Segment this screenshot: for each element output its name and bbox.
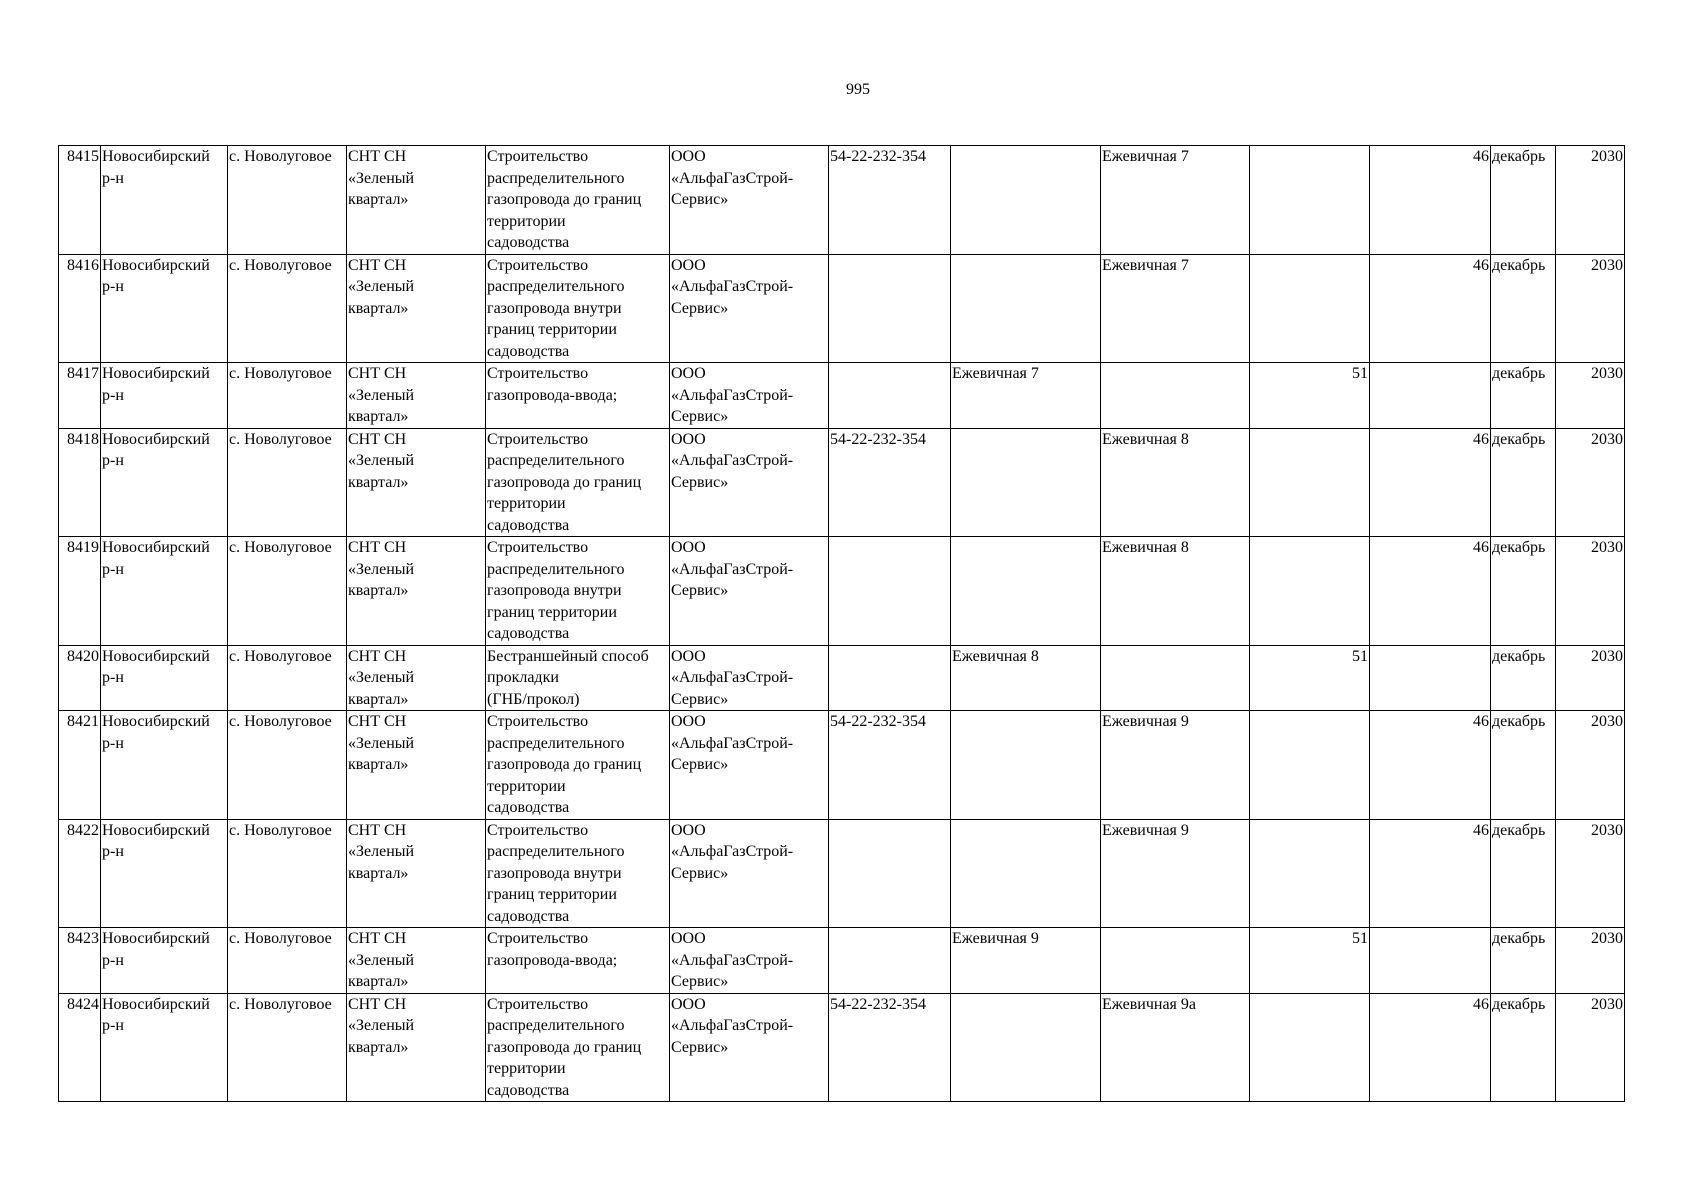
year-cell: 2030 (1556, 993, 1625, 1102)
partnership-cell: СНТ СН «Зеленый квартал» (347, 537, 486, 646)
work-description-cell: Строительство распределительного газопровода внутри границ территории садоводства (486, 254, 670, 363)
locality-cell: с. Новолуговое (228, 819, 347, 928)
partnership-cell: СНТ СН «Зеленый квартал» (347, 819, 486, 928)
length-network-cell: 46 (1370, 993, 1491, 1102)
month-cell: декабрь (1491, 537, 1556, 646)
table-row (59, 537, 1625, 646)
table-row (59, 928, 1625, 994)
district-cell: Новосибирский р-н (101, 711, 228, 820)
contractor-cell: ООО «АльфаГазСтрой- Сервис» (670, 928, 829, 994)
contractor-cell: ООО «АльфаГазСтрой- Сервис» (670, 993, 829, 1102)
contractor-cell: ООО «АльфаГазСтрой- Сервис» (670, 819, 829, 928)
work-description-cell: Строительство газопровода-ввода; (486, 363, 670, 429)
table-row (59, 428, 1625, 537)
length-network-cell: 46 (1370, 711, 1491, 820)
contractor-cell: ООО «АльфаГазСтрой- Сервис» (670, 711, 829, 820)
length-network-cell: 46 (1370, 537, 1491, 646)
cadastral-code-cell (829, 928, 951, 994)
partnership-cell: СНТ СН «Зеленый квартал» (347, 993, 486, 1102)
contractor-cell: ООО «АльфаГазСтрой- Сервис» (670, 428, 829, 537)
length-input-cell (1250, 254, 1370, 363)
address-network-cell: Ежевичная 9а (1101, 993, 1250, 1102)
registry-body (59, 146, 1625, 1102)
row-number-cell: 8418 (59, 428, 101, 537)
table-row (59, 993, 1625, 1102)
work-description-cell: Строительство распределительного газопровода внутри границ территории садоводства (486, 537, 670, 646)
address-input-cell (951, 711, 1101, 820)
district-cell: Новосибирский р-н (101, 645, 228, 711)
length-input-cell: 51 (1250, 645, 1370, 711)
work-description-cell: Строительство распределительного газопровода до границ территории садоводства (486, 993, 670, 1102)
year-cell: 2030 (1556, 146, 1625, 255)
cadastral-code-cell (829, 363, 951, 429)
work-description-cell: Строительство распределительного газопровода до границ территории садоводства (486, 146, 670, 255)
district-cell: Новосибирский р-н (101, 428, 228, 537)
length-network-cell (1370, 645, 1491, 711)
month-cell: декабрь (1491, 645, 1556, 711)
table-row (59, 254, 1625, 363)
row-number-cell: 8420 (59, 645, 101, 711)
row-number-cell: 8419 (59, 537, 101, 646)
address-input-cell (951, 254, 1101, 363)
cadastral-code-cell (829, 254, 951, 363)
month-cell: декабрь (1491, 146, 1556, 255)
work-description-cell: Строительство газопровода-ввода; (486, 928, 670, 994)
work-description-cell: Бестраншейный способ прокладки (ГНБ/прокол) (486, 645, 670, 711)
partnership-cell: СНТ СН «Зеленый квартал» (347, 711, 486, 820)
locality-cell: с. Новолуговое (228, 993, 347, 1102)
year-cell: 2030 (1556, 537, 1625, 646)
cadastral-code-cell: 54-22-232-354 (829, 428, 951, 537)
length-network-cell (1370, 928, 1491, 994)
address-input-cell (951, 428, 1101, 537)
locality-cell: с. Новолуговое (228, 146, 347, 255)
cadastral-code-cell (829, 819, 951, 928)
address-input-cell: Ежевичная 7 (951, 363, 1101, 429)
row-number-cell: 8423 (59, 928, 101, 994)
month-cell: декабрь (1491, 993, 1556, 1102)
contractor-cell: ООО «АльфаГазСтрой- Сервис» (670, 254, 829, 363)
district-cell: Новосибирский р-н (101, 254, 228, 363)
district-cell: Новосибирский р-н (101, 819, 228, 928)
partnership-cell: СНТ СН «Зеленый квартал» (347, 254, 486, 363)
length-input-cell (1250, 146, 1370, 255)
length-input-cell (1250, 428, 1370, 537)
address-network-cell: Ежевичная 7 (1101, 254, 1250, 363)
length-input-cell: 51 (1250, 363, 1370, 429)
district-cell: Новосибирский р-н (101, 537, 228, 646)
cadastral-code-cell (829, 645, 951, 711)
month-cell: декабрь (1491, 428, 1556, 537)
cadastral-code-cell: 54-22-232-354 (829, 993, 951, 1102)
partnership-cell: СНТ СН «Зеленый квартал» (347, 645, 486, 711)
work-description-cell: Строительство распределительного газопровода до границ территории садоводства (486, 428, 670, 537)
table-row (59, 146, 1625, 255)
address-input-cell (951, 819, 1101, 928)
length-network-cell (1370, 363, 1491, 429)
address-network-cell: Ежевичная 9 (1101, 819, 1250, 928)
address-input-cell (951, 537, 1101, 646)
locality-cell: с. Новолуговое (228, 928, 347, 994)
cadastral-code-cell: 54-22-232-354 (829, 711, 951, 820)
contractor-cell: ООО «АльфаГазСтрой- Сервис» (670, 645, 829, 711)
address-network-cell (1101, 363, 1250, 429)
length-network-cell: 46 (1370, 819, 1491, 928)
length-network-cell: 46 (1370, 146, 1491, 255)
work-description-cell: Строительство распределительного газопровода внутри границ территории садоводства (486, 819, 670, 928)
length-input-cell (1250, 819, 1370, 928)
month-cell: декабрь (1491, 819, 1556, 928)
locality-cell: с. Новолуговое (228, 645, 347, 711)
length-network-cell: 46 (1370, 254, 1491, 363)
address-input-cell (951, 993, 1101, 1102)
row-number-cell: 8421 (59, 711, 101, 820)
year-cell: 2030 (1556, 928, 1625, 994)
gas-pipeline-registry-table (58, 145, 1625, 1102)
table-row (59, 819, 1625, 928)
address-network-cell: Ежевичная 8 (1101, 537, 1250, 646)
table-row (59, 363, 1625, 429)
year-cell: 2030 (1556, 428, 1625, 537)
cadastral-code-cell (829, 537, 951, 646)
page-number: 995 (846, 81, 870, 98)
length-network-cell: 46 (1370, 428, 1491, 537)
length-input-cell (1250, 537, 1370, 646)
address-network-cell: Ежевичная 7 (1101, 146, 1250, 255)
district-cell: Новосибирский р-н (101, 993, 228, 1102)
year-cell: 2030 (1556, 819, 1625, 928)
address-network-cell (1101, 928, 1250, 994)
locality-cell: с. Новолуговое (228, 254, 347, 363)
address-input-cell: Ежевичная 9 (951, 928, 1101, 994)
row-number-cell: 8415 (59, 146, 101, 255)
contractor-cell: ООО «АльфаГазСтрой- Сервис» (670, 146, 829, 255)
address-input-cell (951, 146, 1101, 255)
year-cell: 2030 (1556, 254, 1625, 363)
district-cell: Новосибирский р-н (101, 928, 228, 994)
locality-cell: с. Новолуговое (228, 363, 347, 429)
locality-cell: с. Новолуговое (228, 537, 347, 646)
table-row (59, 645, 1625, 711)
length-input-cell: 51 (1250, 928, 1370, 994)
month-cell: декабрь (1491, 928, 1556, 994)
address-network-cell: Ежевичная 9 (1101, 711, 1250, 820)
work-description-cell: Строительство распределительного газопровода до границ территории садоводства (486, 711, 670, 820)
year-cell: 2030 (1556, 363, 1625, 429)
row-number-cell: 8424 (59, 993, 101, 1102)
address-network-cell (1101, 645, 1250, 711)
length-input-cell (1250, 993, 1370, 1102)
month-cell: декабрь (1491, 254, 1556, 363)
length-input-cell (1250, 711, 1370, 820)
cadastral-code-cell: 54-22-232-354 (829, 146, 951, 255)
partnership-cell: СНТ СН «Зеленый квартал» (347, 363, 486, 429)
table-row (59, 711, 1625, 820)
row-number-cell: 8422 (59, 819, 101, 928)
contractor-cell: ООО «АльфаГазСтрой- Сервис» (670, 537, 829, 646)
district-cell: Новосибирский р-н (101, 146, 228, 255)
partnership-cell: СНТ СН «Зеленый квартал» (347, 928, 486, 994)
partnership-cell: СНТ СН «Зеленый квартал» (347, 146, 486, 255)
row-number-cell: 8417 (59, 363, 101, 429)
contractor-cell: ООО «АльфаГазСтрой- Сервис» (670, 363, 829, 429)
locality-cell: с. Новолуговое (228, 711, 347, 820)
address-network-cell: Ежевичная 8 (1101, 428, 1250, 537)
locality-cell: с. Новолуговое (228, 428, 347, 537)
month-cell: декабрь (1491, 363, 1556, 429)
year-cell: 2030 (1556, 711, 1625, 820)
address-input-cell: Ежевичная 8 (951, 645, 1101, 711)
year-cell: 2030 (1556, 645, 1625, 711)
month-cell: декабрь (1491, 711, 1556, 820)
row-number-cell: 8416 (59, 254, 101, 363)
partnership-cell: СНТ СН «Зеленый квартал» (347, 428, 486, 537)
district-cell: Новосибирский р-н (101, 363, 228, 429)
